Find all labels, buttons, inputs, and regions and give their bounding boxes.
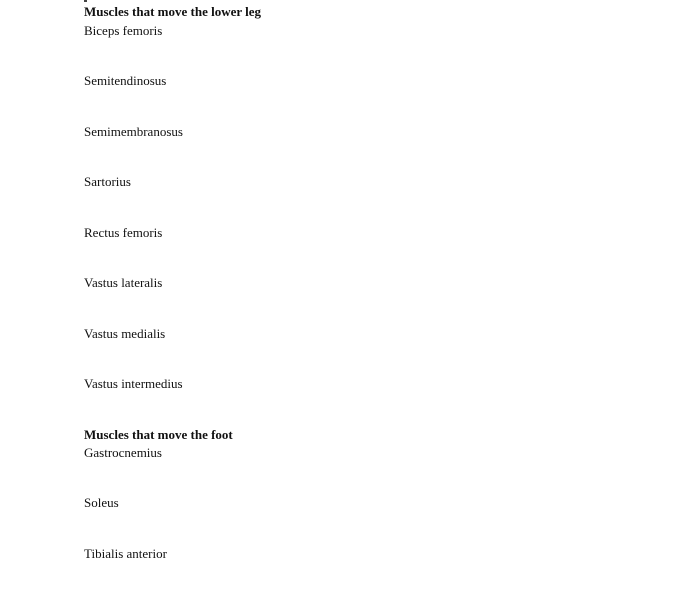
muscle-item: Rectus femoris — [84, 225, 163, 240]
muscle-item: Gastrocnemius — [84, 445, 162, 460]
muscle-item: Vastus intermedius — [84, 376, 183, 391]
muscle-item: Sartorius — [84, 174, 131, 189]
muscle-item: Semimembranosus — [84, 124, 183, 139]
section-heading-lower-leg: Muscles that move the lower leg — [84, 4, 262, 19]
muscle-item: Vastus lateralis — [84, 275, 163, 290]
muscle-item: Soleus — [84, 495, 119, 510]
cut-off-text-fragment — [84, 0, 87, 2]
section-heading-foot: Muscles that move the foot — [84, 427, 233, 442]
muscle-item: Semitendinosus — [84, 73, 167, 88]
muscle-item: Vastus medialis — [84, 326, 166, 341]
muscle-item: Biceps femoris — [84, 23, 163, 38]
muscle-item: Tibialis anterior — [84, 546, 167, 561]
